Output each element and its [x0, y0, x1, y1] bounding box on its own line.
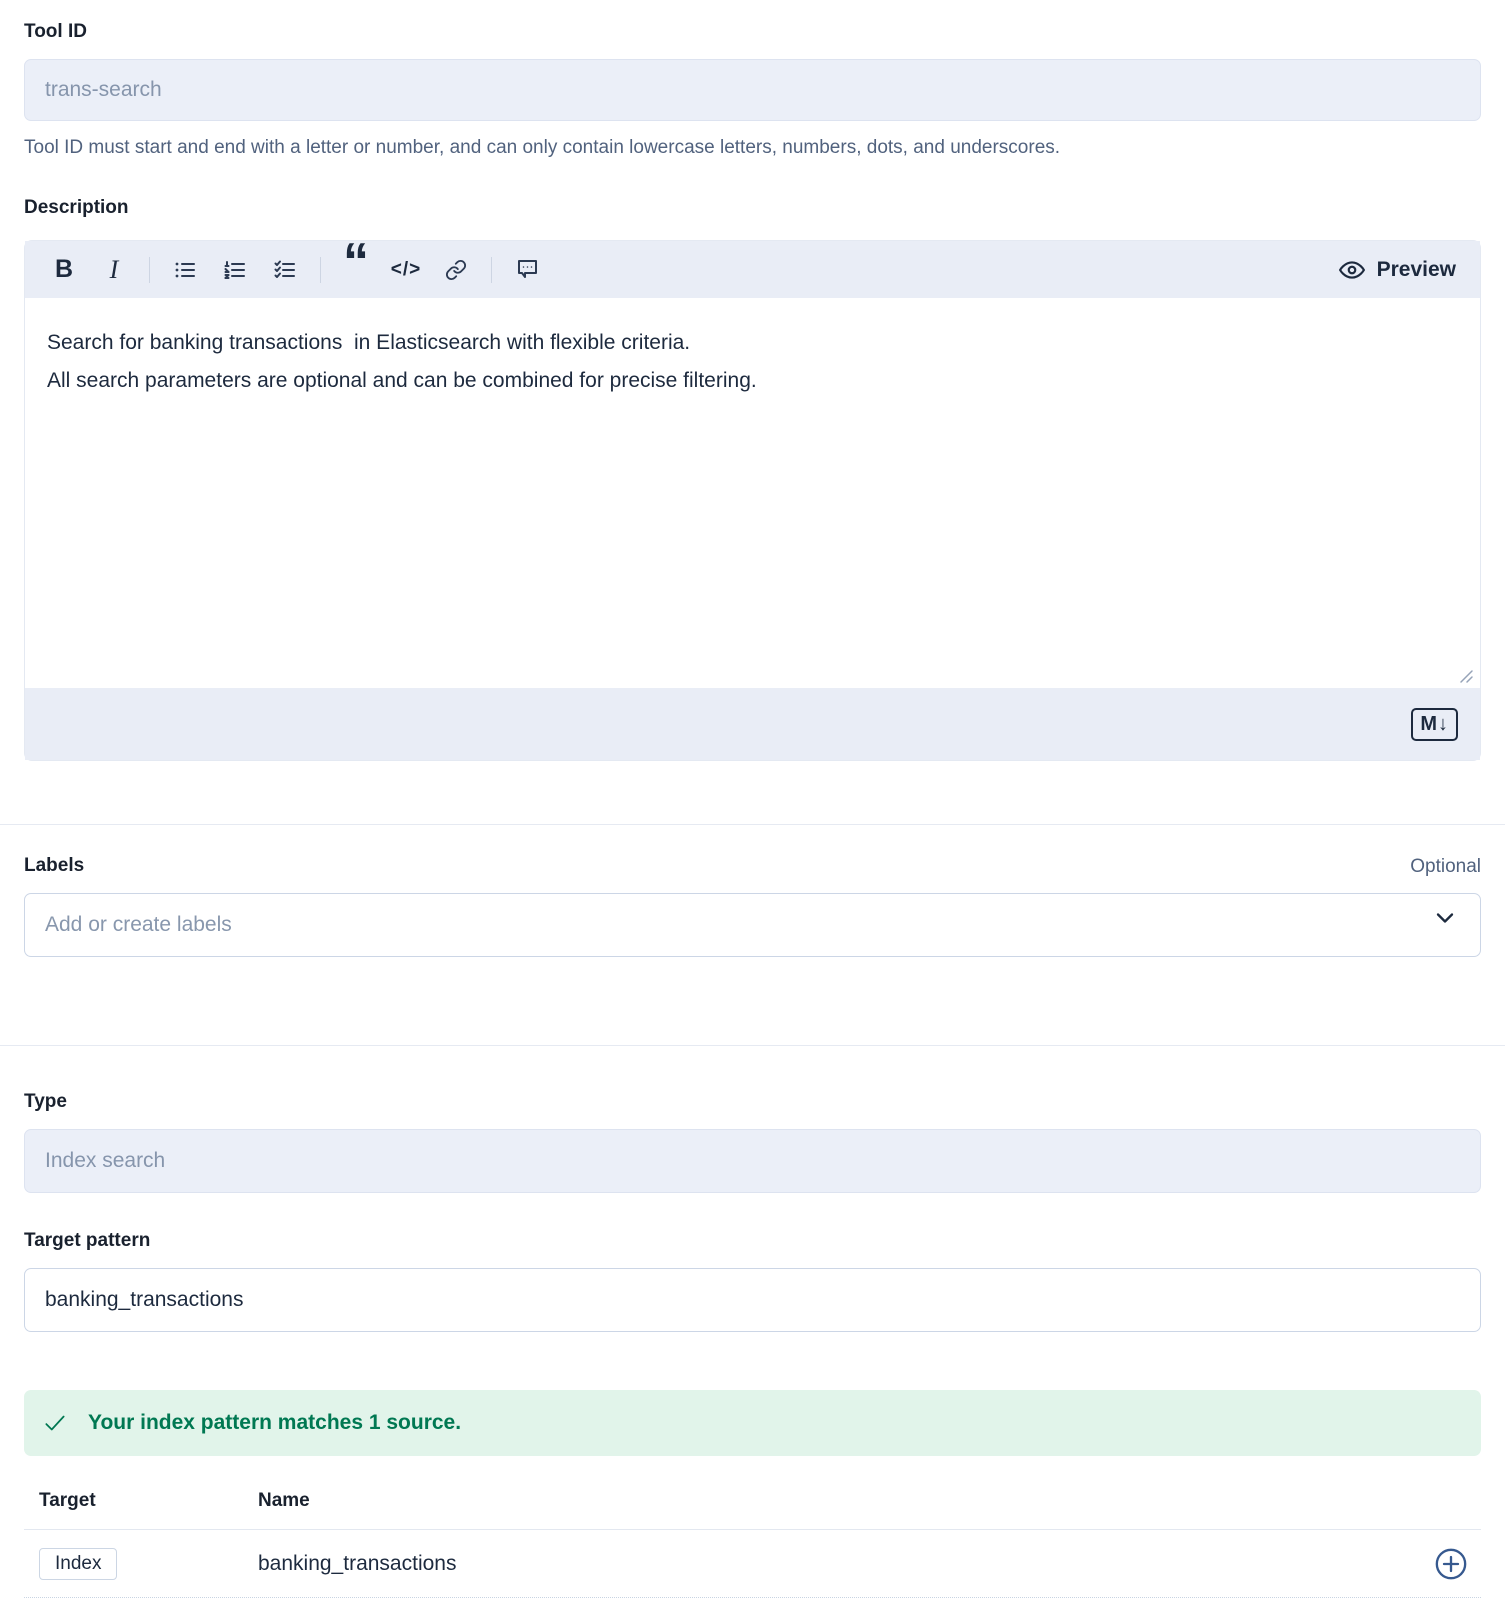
- preview-button[interactable]: [1329, 251, 1466, 289]
- labels-dropdown-toggle[interactable]: [1431, 904, 1459, 932]
- code-button[interactable]: [386, 250, 426, 290]
- markdown-syntax-button[interactable]: [1411, 708, 1458, 741]
- labels-combobox: [24, 878, 1481, 957]
- table-row: [24, 1530, 1481, 1598]
- link-icon: [445, 259, 467, 281]
- section-divider: [0, 1045, 1505, 1046]
- resize-handle[interactable]: [1458, 668, 1474, 684]
- chevron-down-icon: [1431, 904, 1459, 932]
- description-editor-body: [25, 298, 1480, 688]
- sources-table: [24, 1472, 1481, 1598]
- eye-icon: [1339, 257, 1365, 283]
- name-cell: banking_transactions: [258, 1551, 457, 1575]
- type-input: [24, 1129, 1481, 1193]
- description-label: Description: [24, 197, 129, 218]
- tool-id-input: [24, 59, 1481, 121]
- check-icon: [42, 1410, 68, 1436]
- target-cell: [24, 1548, 258, 1580]
- toolbar-divider: [320, 257, 321, 283]
- link-button[interactable]: [436, 250, 476, 290]
- column-header-name: Name: [258, 1489, 310, 1511]
- ordered-list-icon: [223, 258, 247, 282]
- actions-cell: [1421, 1544, 1481, 1584]
- toolbar-divider: [149, 257, 150, 283]
- toolbar-divider: [491, 257, 492, 283]
- pattern-match-message: Your index pattern matches 1 source.: [88, 1411, 462, 1434]
- description-textarea[interactable]: [25, 298, 1480, 688]
- markdown-editor-footer: [25, 688, 1480, 760]
- bold-icon: B: [54, 255, 74, 283]
- expand-row-button[interactable]: [1431, 1544, 1471, 1584]
- code-icon: </>: [390, 258, 422, 280]
- target-pattern-input[interactable]: [24, 1268, 1481, 1332]
- bold-button[interactable]: [44, 250, 84, 290]
- task-list-icon: [273, 258, 297, 282]
- tool-id-label: Tool ID: [24, 21, 87, 42]
- ordered-list-button[interactable]: [215, 250, 255, 290]
- labels-header-row: [24, 854, 1481, 878]
- sources-table-header: [24, 1472, 1481, 1530]
- italic-icon: I: [109, 254, 119, 284]
- task-list-button[interactable]: [265, 250, 305, 290]
- tool-form-page: [0, 20, 1505, 1620]
- tool-id-help-text: Tool ID must start and end with a letter or number, and can only contain lowercase letters, numbers, dots, and underscores.: [24, 137, 1061, 158]
- markdown-icon: M↓: [1420, 712, 1449, 735]
- labels-input[interactable]: [24, 893, 1481, 957]
- labels-optional-text: Optional: [1410, 856, 1481, 877]
- quote-icon: “: [343, 232, 369, 291]
- comment-button[interactable]: [507, 250, 547, 290]
- target-pattern-label: Target pattern: [24, 1230, 151, 1251]
- column-header-target: Target: [39, 1489, 96, 1511]
- markdown-editor: [24, 232, 1481, 761]
- preview-button-label: Preview: [1376, 257, 1456, 281]
- plus-circle-icon: [1431, 1544, 1471, 1584]
- unordered-list-icon: [173, 258, 197, 282]
- section-divider: [0, 824, 1505, 825]
- index-badge: Index: [39, 1548, 117, 1580]
- comment-icon: [515, 258, 539, 282]
- quote-button[interactable]: [336, 232, 376, 291]
- labels-label: Labels: [24, 855, 85, 876]
- unordered-list-button[interactable]: [165, 250, 205, 290]
- markdown-toolbar: [25, 232, 1480, 298]
- type-label: Type: [24, 1091, 67, 1112]
- pattern-match-callout: [24, 1390, 1481, 1456]
- italic-button[interactable]: [94, 250, 134, 290]
